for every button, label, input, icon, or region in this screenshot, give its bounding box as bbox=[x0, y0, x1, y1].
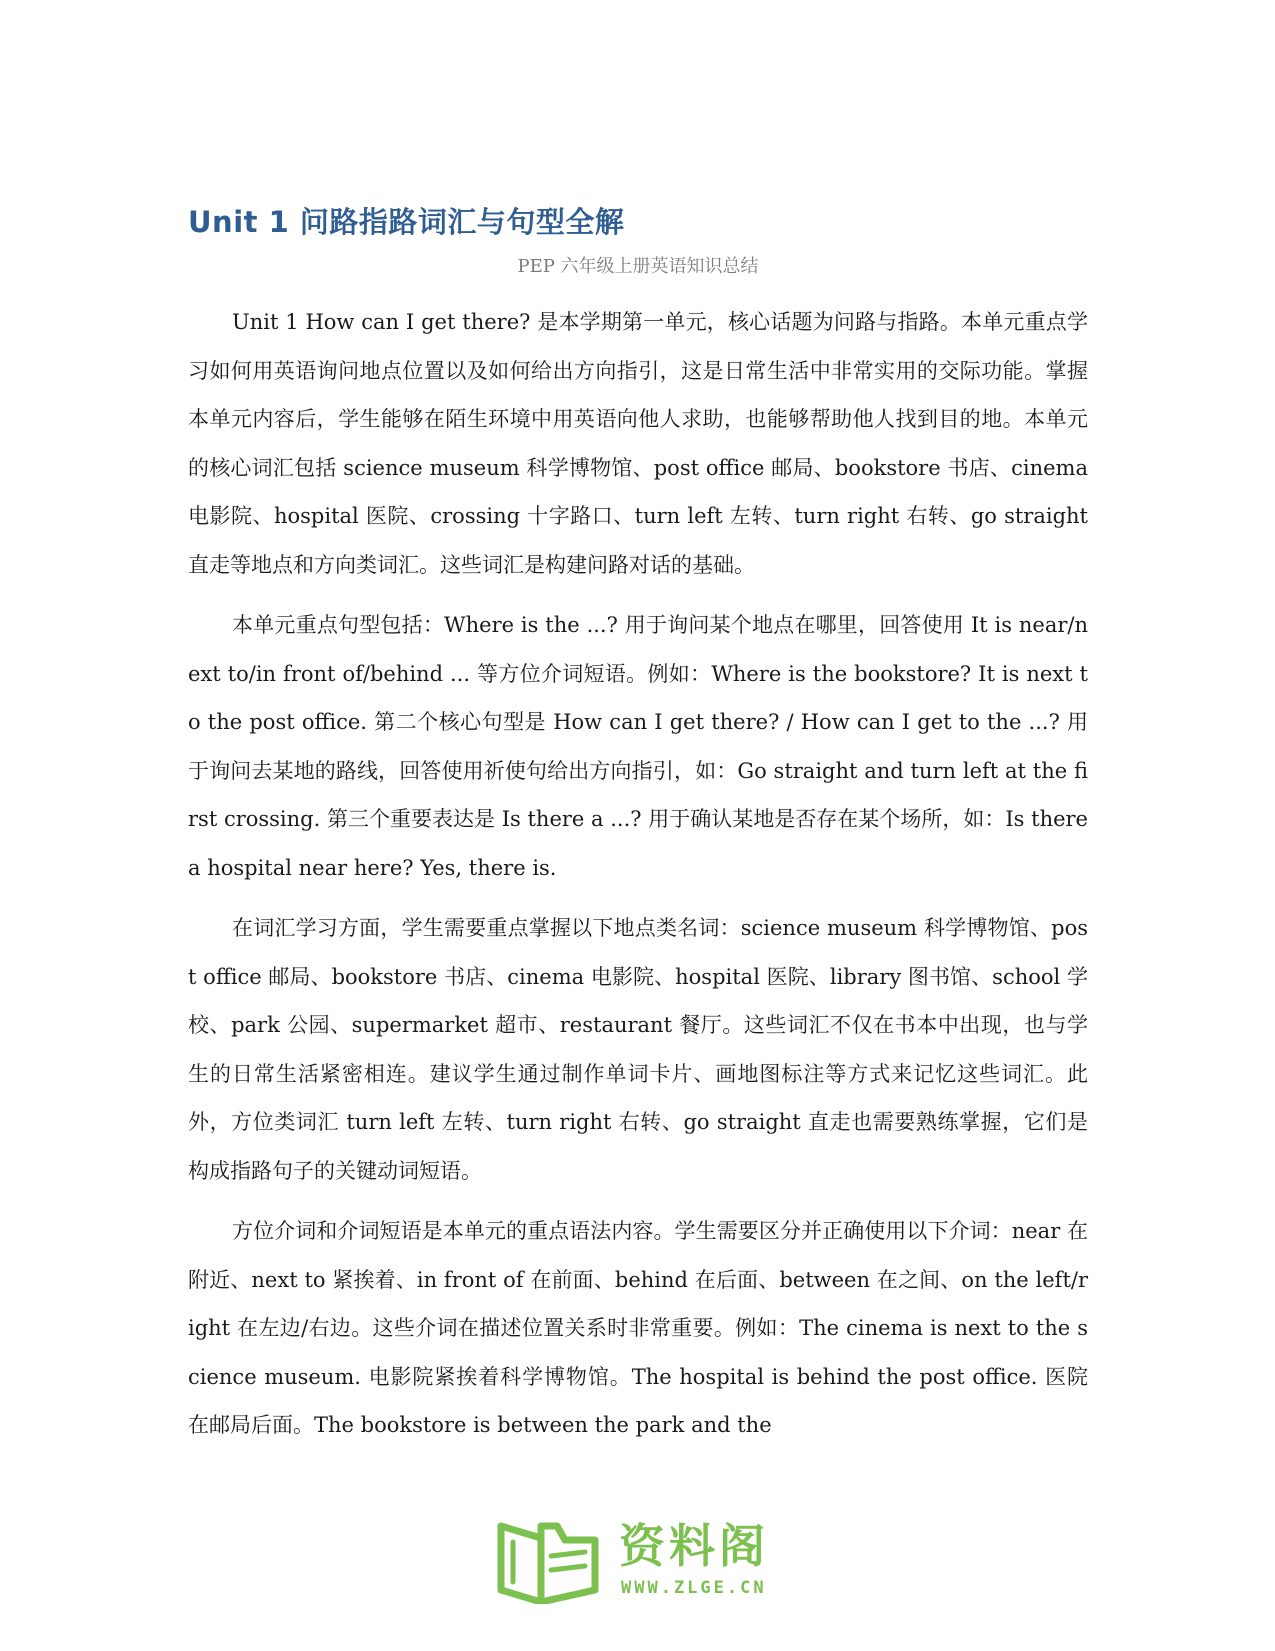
document-title: Unit 1 问路指路词汇与句型全解 bbox=[188, 205, 625, 239]
paragraph-intro: Unit 1 How can I get there? 是本学期第一单元，核心话题为问路与指路。本单元重点学习如何用英语询问地点位置以及如何给出方向指引，这是日常生活中非常实用的交际功能。掌握本单元内容后，学生能够在陌生环境中用英语向他人求助，也能够帮助他人找到目的地。本单元的核心词汇包括 science museum 科学博物馆、post office 邮局、bookstore 书店、cinema 电影院、hospital 医院、crossing 十字路口、turn left 左转、turn right 右转、go straight 直走等地点和方向类词汇。这些词汇是构建问路对话的基础。 bbox=[188, 310, 1088, 577]
document-body bbox=[188, 298, 1088, 1462]
watermark-name: 资料阁 bbox=[619, 1519, 769, 1573]
watermark-logo bbox=[495, 1508, 785, 1618]
watermark-url: WWW.ZLGE.CN bbox=[621, 1578, 767, 1598]
open-book-folder-icon bbox=[495, 1512, 605, 1604]
paragraph-vocabulary: 在词汇学习方面，学生需要重点掌握以下地点类名词：science museum 科学博物馆、post office 邮局、bookstore 书店、cinema 电影院、hospital 医院、library 图书馆、school 学校、park 公园、supermarket 超市、restaurant 餐厅。这些词汇不仅在书本中出现，也与学生的日常生活紧密相连。建议学生通过制作单词卡片、画地图标注等方式来记忆这些词汇。此外，方位类词汇 turn left 左转、turn right 右转、go straight 直走也需要熟练掌握，它们是构成指路句子的关键动词短语。 bbox=[188, 916, 1088, 1183]
document-page bbox=[188, 0, 1088, 1651]
paragraph-prepositions: 方位介词和介词短语是本单元的重点语法内容。学生需要区分并正确使用以下介词：near 在附近、next to 紧挨着、in front of 在前面、behind 在后面、between 在之间、on the left/right 在左边/右边。这些介词在描述位置关系时非常重要。例如：The cinema is next to the science museum. 电影院紧挨着科学博物馆。The hospital is behind the post office. 医院在邮局后面。The bookstore is between the park and the bbox=[188, 1219, 1088, 1437]
document-subtitle: PEP 六年级上册英语知识总结 bbox=[517, 256, 759, 277]
paragraph-sentence-patterns: 本单元重点句型包括：Where is the ...? 用于询问某个地点在哪里，回答使用 It is near/next to/in front of/behind ... 等方位介词短语。例如：Where is the bookstore? It is next to the post office. 第二个核心句型是 How can I get there? / How can I get to the ...? 用于询问去某地的路线，回答使用祈使句给出方向指引，如：Go straight and turn left at the first crossing. 第三个重要表达是 Is there a ...? 用于确认某地是否存在某个场所，如：Is there a hospital near here? Yes, there is. bbox=[188, 613, 1088, 880]
